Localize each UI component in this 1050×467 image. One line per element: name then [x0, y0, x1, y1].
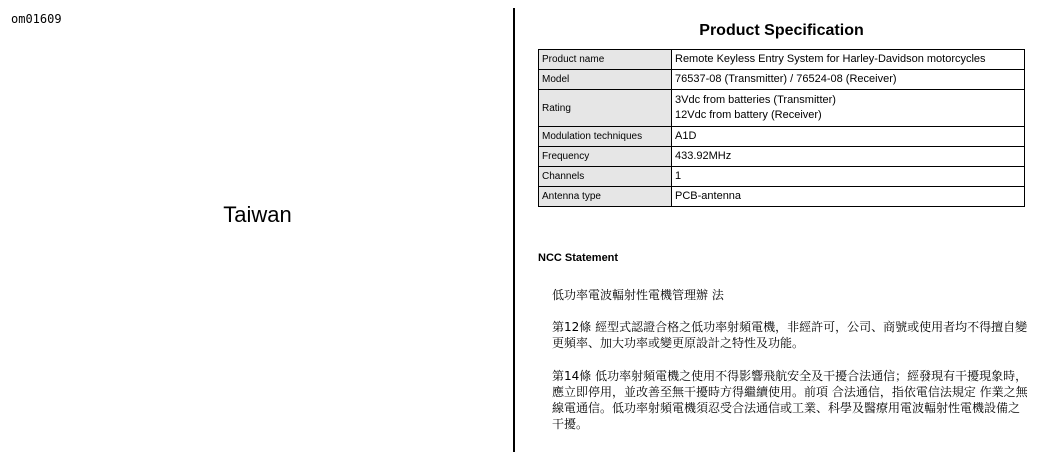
spec-value: 433.92MHz — [672, 147, 1025, 167]
spec-table — [538, 49, 1025, 207]
table-row — [539, 90, 1025, 127]
region-label: Taiwan — [223, 202, 292, 227]
spec-value: 1 — [672, 167, 1025, 187]
spec-value-line: 3Vdc from batteries (Transmitter) — [675, 94, 836, 106]
ncc-regulation-title: 低功率電波輻射性電機管理辦 法 — [552, 288, 724, 302]
spec-value-line: 12Vdc from battery (Receiver) — [675, 109, 822, 121]
ncc-article-12: 第12條 經型式認證合格之低功率射頻電機，非經許可，公司、商號或使用者均不得擅自變更頻率、加大功率或變更原設計之特性及功能。 — [552, 320, 1028, 350]
spec-value: PCB-antenna — [672, 187, 1025, 207]
table-row — [539, 147, 1025, 167]
ncc-heading: NCC Statement — [538, 252, 619, 264]
table-row — [539, 127, 1025, 147]
table-row — [539, 167, 1025, 187]
spec-key: Model — [539, 70, 672, 90]
document-id: om01609 — [11, 12, 62, 26]
spec-key: Product name — [539, 50, 672, 70]
table-row — [539, 50, 1025, 70]
spec-title: Product Specification — [699, 22, 864, 39]
spec-value: Remote Keyless Entry System for Harley-Davidson motorcycles — [672, 50, 1025, 70]
spec-key: Frequency — [539, 147, 672, 167]
page-divider — [513, 8, 515, 452]
ncc-article-14: 第14條 低功率射頻電機之使用不得影響飛航安全及干擾合法通信；經發現有干擾現象時，應立即停用，並改善至無干擾時方得繼續使用。前項 合法通信，指依電信法規定 作業之無線電通信。低功率射頻電機須忍受合法通信或工業、科學及醫療用電波輻射性電機設備之干擾。 — [552, 369, 1028, 431]
spec-key: Modulation techniques — [539, 127, 672, 147]
spec-key: Channels — [539, 167, 672, 187]
spec-key: Antenna type — [539, 187, 672, 207]
spec-value: 76537-08 (Transmitter) / 76524-08 (Receiver) — [672, 70, 1025, 90]
table-row — [539, 70, 1025, 90]
spec-value — [672, 90, 1025, 127]
spec-key: Rating — [539, 90, 672, 127]
spec-value: A1D — [672, 127, 1025, 147]
table-row — [539, 187, 1025, 207]
